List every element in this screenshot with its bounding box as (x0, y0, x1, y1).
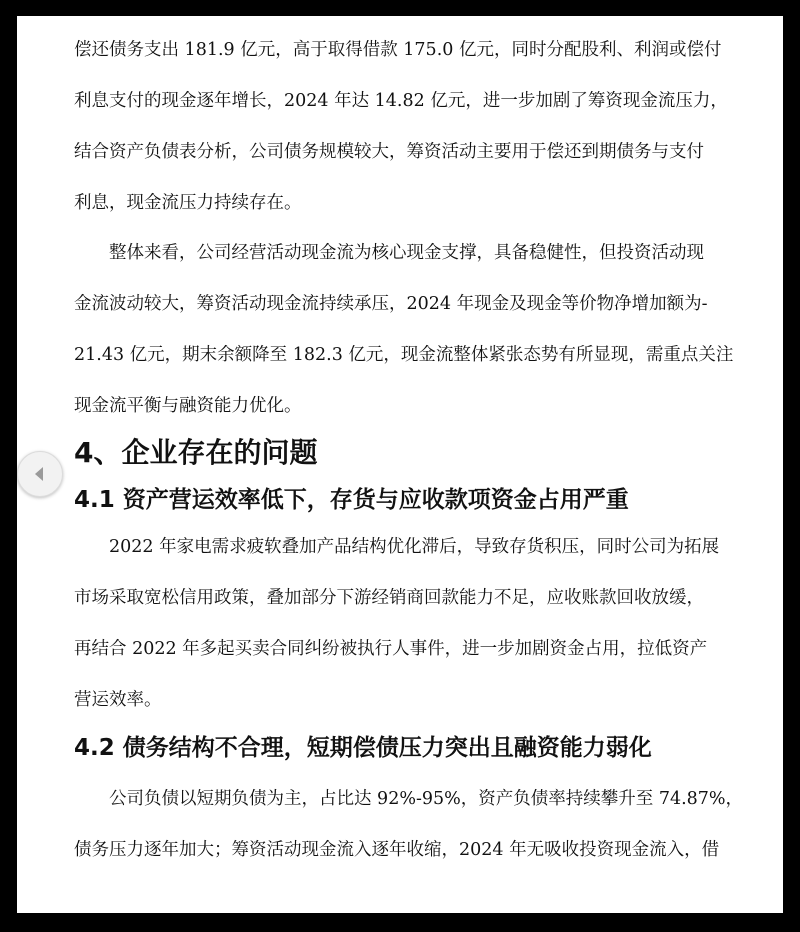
paragraph-financing-cashflow (74, 25, 757, 229)
text-line: 2022 年家电需求疲软叠加产品结构优化滞后，导致存货积压，同时公司为拓展 (109, 537, 720, 557)
text-line: 整体来看，公司经营活动现金流为核心现金支撑，具备稳健性，但投资活动现 (109, 243, 704, 263)
document-page (17, 16, 783, 913)
text-line: 公司负债以短期负债为主，占比达 92%-95%，资产负债率持续攀升至 74.87%， (109, 789, 744, 809)
paragraph-overall-summary (74, 228, 757, 432)
paragraph-asset-efficiency (74, 522, 757, 726)
text-line: 营运效率。 (74, 690, 162, 710)
text-line: 21.43 亿元，期末余额降至 182.3 亿元，现金流整体紧张态势有所显现，需重点关注 (74, 345, 734, 365)
text-line: 现金流平衡与融资能力优化。 (74, 396, 302, 416)
text-line: 债务压力逐年加大；筹资活动现金流入逐年收缩，2024 年无吸收投资现金流入，借 (74, 840, 720, 860)
section-heading-4: 4、企业存在的问题 (74, 436, 318, 469)
paragraph-debt-structure (74, 774, 757, 876)
chevron-left-icon (31, 465, 49, 483)
text-line: 偿还债务支出 181.9 亿元，高于取得借款 175.0 亿元，同时分配股利、利润或偿付 (74, 40, 722, 60)
text-line: 利息，现金流压力持续存在。 (74, 193, 302, 213)
text-line: 再结合 2022 年多起买卖合同纠纷被执行人事件，进一步加剧资金占用，拉低资产 (74, 639, 708, 659)
previous-page-button[interactable] (17, 451, 63, 497)
section-heading-4-1: 4.1 资产营运效率低下，存货与应收款项资金占用严重 (74, 487, 629, 513)
section-heading-4-2: 4.2 债务结构不合理，短期偿债压力突出且融资能力弱化 (74, 735, 652, 761)
text-line: 金流波动较大，筹资活动现金流持续承压，2024 年现金及现金等价物净增加额为- (74, 294, 708, 314)
text-line: 利息支付的现金逐年增长，2024 年达 14.82 亿元，进一步加剧了筹资现金流压力， (74, 91, 728, 111)
text-line: 结合资产负债表分析，公司债务规模较大，筹资活动主要用于偿还到期债务与支付 (74, 142, 704, 162)
text-line: 市场采取宽松信用政策，叠加部分下游经销商回款能力不足，应收账款回收放缓， (74, 588, 704, 608)
